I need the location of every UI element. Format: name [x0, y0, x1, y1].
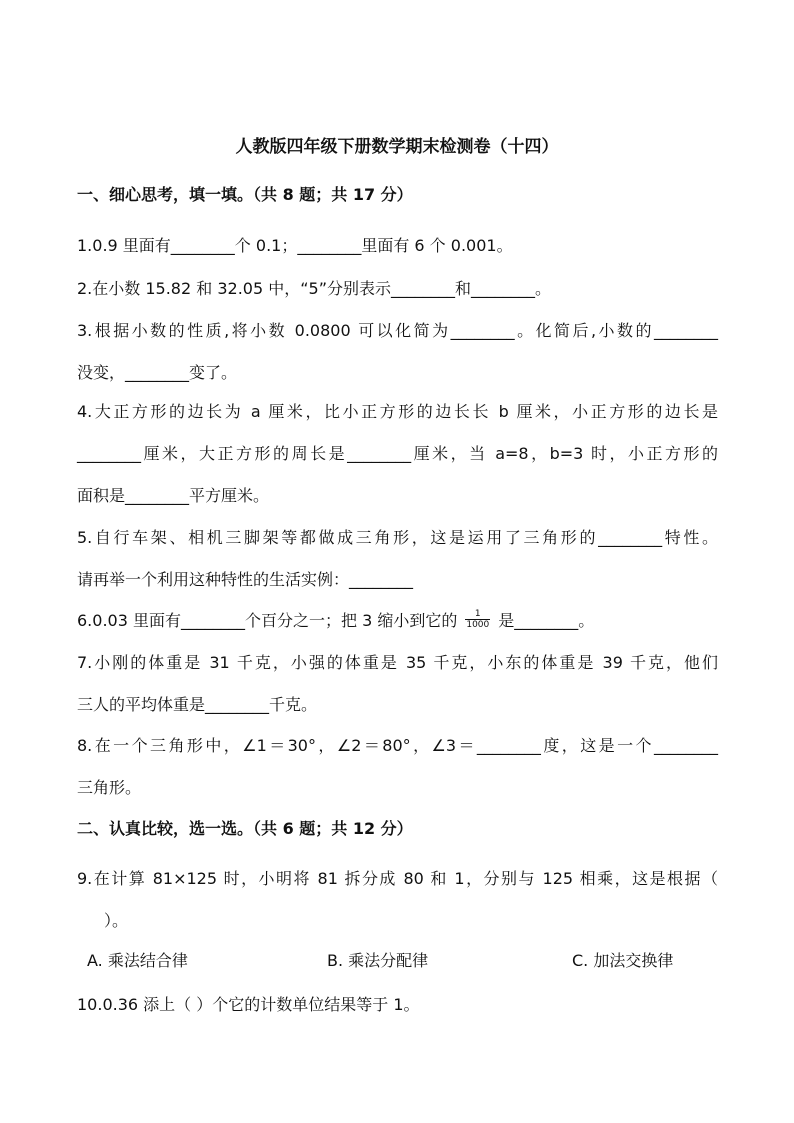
question-4-line-2: ________厘米，大正方形的周长是________厘米，当 a=8，b=3 时，小正方形的 — [77, 444, 718, 463]
question-8-line-1: 8.在一个三角形中，∠1＝30°，∠2＝80°，∠3＝________度，这是一个________ — [77, 736, 718, 755]
page-title: 人教版四年级下册数学期末检测卷（十四） — [235, 137, 559, 157]
question-2: 2.在小数 15.82 和 32.05 中，“5”分别表示________和________。 — [77, 279, 551, 298]
fraction-denominator: 1000 — [466, 620, 490, 630]
section-heading-multiple-choice: 二、认真比较，选一选。（共 6 题；共 12 分） — [77, 819, 413, 838]
section-heading-fill-in: 一、细心思考，填一填。（共 8 题；共 17 分） — [77, 185, 413, 204]
question-10: 10.0.36 添上（ ）个它的计数单位结果等于 1。 — [77, 995, 420, 1014]
question-3-line-2: 没变，________变了。 — [77, 363, 238, 382]
option-b: B. 乘法分配律 — [327, 951, 429, 970]
fraction-one-thousandth — [465, 609, 490, 630]
question-6 — [77, 610, 718, 632]
question-4-line-1: 4.大正方形的边长为 a 厘米，比小正方形的边长长 b 厘米，小正方形的边长是 — [77, 402, 718, 421]
question-7-line-1: 7.小刚的体重是 31 千克，小强的体重是 35 千克，小东的体重是 39 千克，他们 — [77, 653, 718, 672]
question-8-line-2: 三角形。 — [77, 778, 142, 797]
question-6-text-before: 6.0.03 里面有________个百分之一；把 3 缩小到它的 — [77, 611, 458, 630]
question-5-line-2: 请再举一个利用这种特性的生活实例：________ — [77, 570, 414, 589]
option-a: A. 乘法结合律 — [87, 951, 188, 970]
question-5-line-1: 5.自行车架、相机三脚架等都做成三角形，这是运用了三角形的________特性。 — [77, 528, 718, 547]
question-9-line-2: ）。 — [104, 911, 129, 930]
fraction-numerator: 1 — [465, 609, 490, 620]
question-9-line-1: 9.在计算 81×125 时，小明将 81 拆分成 80 和 1，分别与 125 相乘，这是根据（ — [77, 869, 718, 888]
question-6-text-after: 是________。 — [498, 611, 595, 630]
question-4-line-3: 面积是________平方厘米。 — [77, 486, 270, 505]
question-3-line-1: 3.根据小数的性质,将小数 0.0800 可以化简为________。化简后,小数的________ — [77, 321, 718, 340]
option-c: C. 加法交换律 — [572, 951, 674, 970]
question-1: 1.0.9 里面有________个 0.1；________里面有 6 个 0.001。 — [77, 236, 513, 255]
question-7-line-2: 三人的平均体重是________千克。 — [77, 695, 318, 714]
